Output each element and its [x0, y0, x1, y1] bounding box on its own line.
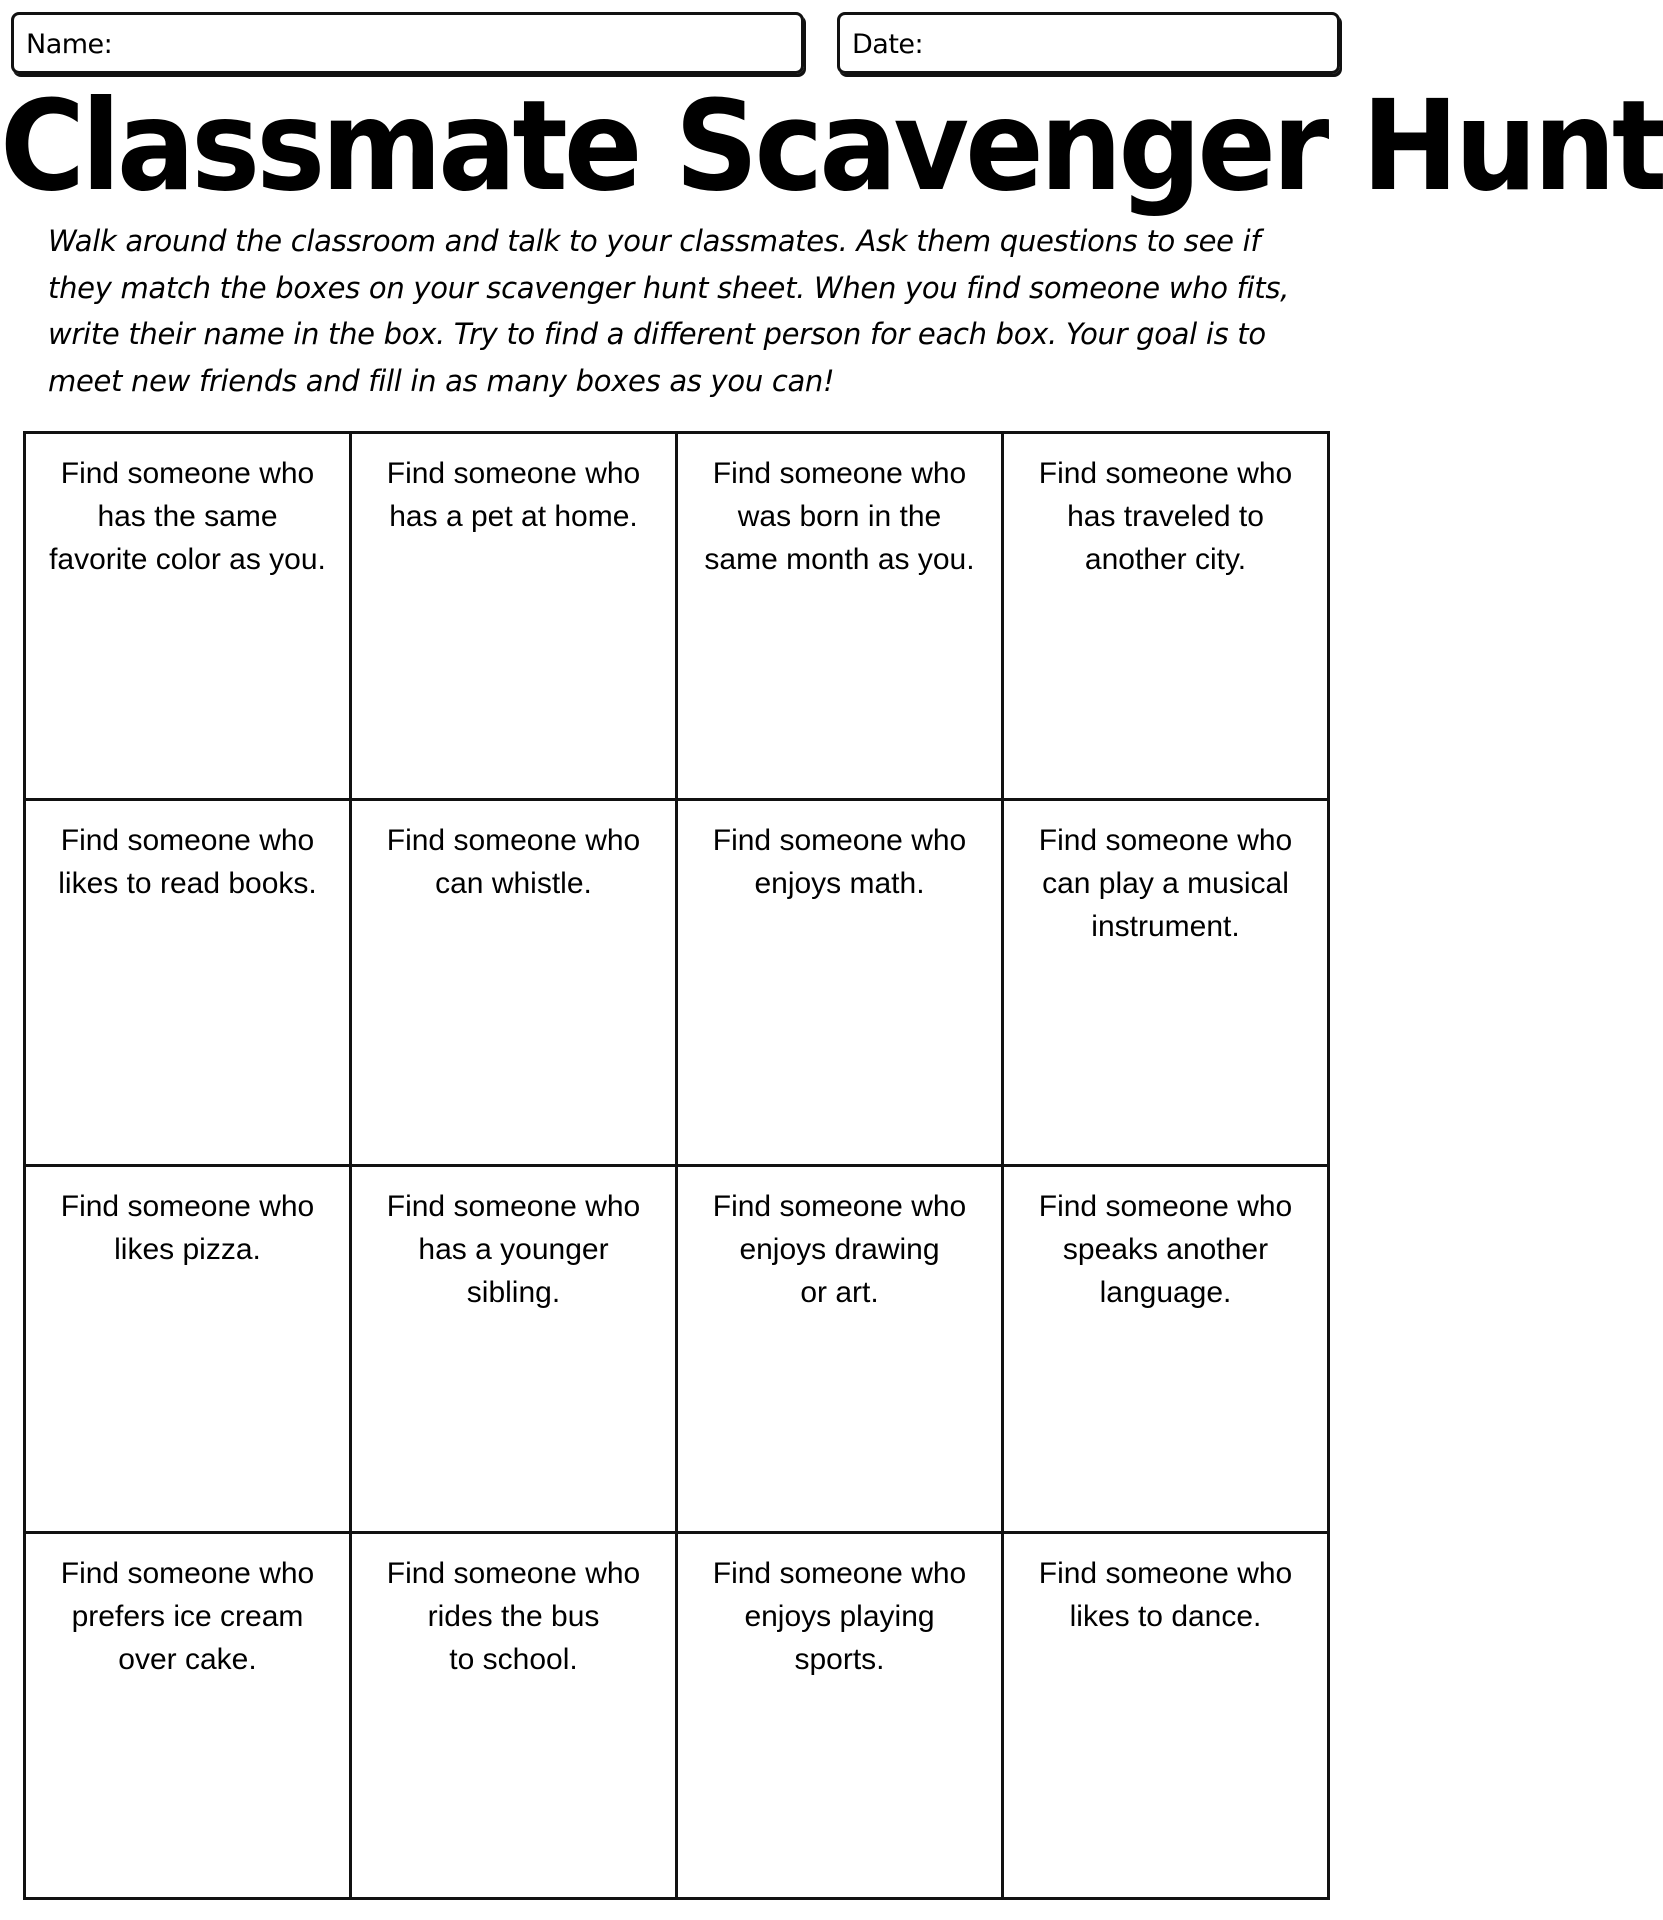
- grid-cell-3[interactable]: Find someone who was born in the same month as you.: [678, 434, 1004, 801]
- grid-cell-12[interactable]: Find someone who speaks another language.: [1004, 1167, 1330, 1534]
- grid-cell-2[interactable]: Find someone who has a pet at home.: [352, 434, 678, 801]
- name-label: Name:: [26, 29, 113, 60]
- instructions-text: Walk around the classroom and talk to your classmates. Ask them questions to see if they match the boxes on your scavenger hunt sheet. When you find someone who fits, write their name in the box. Try to find a different person for each box. Your goal is to meet new friends and fill in as many boxes as you can!: [48, 224, 1290, 398]
- date-label: Date:: [852, 29, 924, 60]
- grid-cell-7[interactable]: Find someone who enjoys math.: [678, 801, 1004, 1168]
- date-field[interactable]: [837, 12, 1340, 74]
- grid-cell-6[interactable]: Find someone who can whistle.: [352, 801, 678, 1168]
- scavenger-grid: [23, 431, 1330, 1900]
- grid-cell-13[interactable]: Find someone who prefers ice cream over cake.: [26, 1534, 352, 1901]
- page-title: Classmate Scavenger Hunt: [0, 73, 1663, 220]
- grid-cell-11[interactable]: Find someone who enjoys drawing or art.: [678, 1167, 1004, 1534]
- grid-cell-15[interactable]: Find someone who enjoys playing sports.: [678, 1534, 1004, 1901]
- grid-cell-14[interactable]: Find someone who rides the bus to school.: [352, 1534, 678, 1901]
- grid-cell-9[interactable]: Find someone who likes pizza.: [26, 1167, 352, 1534]
- grid-cell-5[interactable]: Find someone who likes to read books.: [26, 801, 352, 1168]
- name-field[interactable]: [11, 12, 804, 74]
- grid-cell-16[interactable]: Find someone who likes to dance.: [1004, 1534, 1330, 1901]
- grid-cell-10[interactable]: Find someone who has a younger sibling.: [352, 1167, 678, 1534]
- grid-cell-1[interactable]: Find someone who has the same favorite color as you.: [26, 434, 352, 801]
- grid-cell-8[interactable]: Find someone who can play a musical instrument.: [1004, 801, 1330, 1168]
- grid-cell-4[interactable]: Find someone who has traveled to another city.: [1004, 434, 1330, 801]
